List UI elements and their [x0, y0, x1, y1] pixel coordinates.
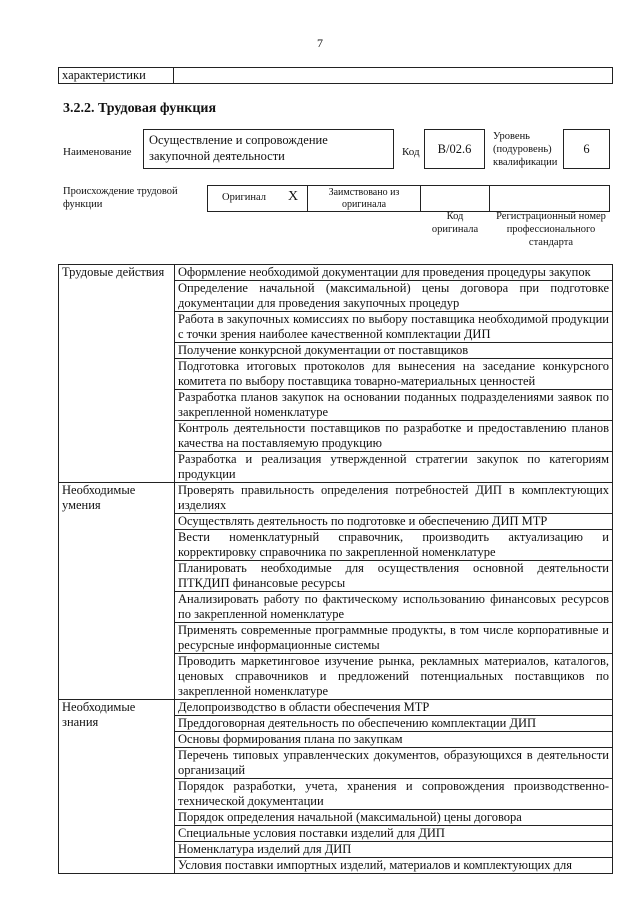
section-item: Порядок разработки, учета, хранения и сопровождения производственно-технической документации	[175, 779, 613, 810]
code-caption: Код оригинала	[431, 211, 479, 235]
section-item: Специальные условия поставки изделий для ДИП	[175, 826, 613, 842]
page-number: 7	[317, 36, 323, 50]
section-item: Применять современные программные продукты, в том числе корпоративные и ресурсные информационные системы	[175, 623, 613, 654]
characteristics-row	[58, 67, 613, 84]
section-item: Подготовка итоговых протоколов для вынесения на заседание конкурсного комитета по выбору поставщика товарно-материальных ценностей	[175, 359, 613, 390]
section-item: Порядок определения начальной (максимальной) цены договора	[175, 810, 613, 826]
level-label: Уровень (подуровень) квалификации	[493, 131, 558, 168]
level-value: 6	[563, 129, 610, 169]
section-item: Планировать необходимые для осуществления основной деятельности ПТКДИП финансовые ресурсы	[175, 561, 613, 592]
function-table	[58, 264, 613, 874]
reg-caption: Регистрационный номер профессионального стандарта	[496, 211, 606, 248]
borrowed-box: Заимствовано из оригинала	[307, 185, 421, 212]
characteristics-label: характеристики	[59, 68, 174, 84]
section-item: Преддоговорная деятельность по обеспечению комплектации ДИП	[175, 716, 613, 732]
table-row	[59, 483, 613, 514]
section-item: Определение начальной (максимальной) цены договора при подготовке документации для проведения закупочных процедур	[175, 281, 613, 312]
section-item: Делопроизводство в области обеспечения МТР	[175, 700, 613, 716]
section-item: Разработка и реализация утвержденной стратегии закупок по категориям продукции	[175, 452, 613, 483]
origin-code-box	[420, 185, 490, 212]
original-mark: X	[288, 189, 299, 204]
name-label: Наименование	[63, 146, 132, 158]
section-item: Номенклатура изделий для ДИП	[175, 842, 613, 858]
section-item: Условия поставки импортных изделий, материалов и комплектующих для	[175, 858, 613, 874]
section-item: Контроль деятельности поставщиков по разработке и предоставлению планов качества на поставляемую продукцию	[175, 421, 613, 452]
original-box	[207, 185, 308, 212]
section-item: Работа в закупочных комиссиях по выбору поставщика необходимой продукции с точки зрения наиболее качественной комплектации ДИП	[175, 312, 613, 343]
section-category: Необходимые умения	[59, 483, 175, 700]
characteristics-value	[174, 68, 613, 84]
section-item: Осуществлять деятельность по подготовке и обеспечению ДИП МТР	[175, 514, 613, 530]
section-item: Оформление необходимой документации для проведения процедуры закупок	[175, 265, 613, 281]
code-value: В/02.6	[424, 129, 485, 169]
section-item: Анализировать работу по фактическому использованию финансовых ресурсов по закрепленной номенклатуре	[175, 592, 613, 623]
section-category: Трудовые действия	[59, 265, 175, 483]
section-item: Перечень типовых управленческих документов, образующихся в деятельности организаций	[175, 748, 613, 779]
section-title: 3.2.2. Трудовая функция	[63, 101, 217, 116]
origin-label: Происхождение трудовой функции	[63, 186, 178, 210]
section-item: Основы формирования плана по закупкам	[175, 732, 613, 748]
section-item: Вести номенклатурный справочник, производить актуализацию и корректировку справочника по закрепленной номенклатуре	[175, 530, 613, 561]
table-row	[59, 700, 613, 716]
section-category: Необходимые знания	[59, 700, 175, 874]
section-item: Разработка планов закупок на основании поданных подразделениями заявок по закрепленной номенклатуре	[175, 390, 613, 421]
section-item: Получение конкурсной документации от поставщиков	[175, 343, 613, 359]
section-item: Проверять правильность определения потребностей ДИП в комплектующих изделиях	[175, 483, 613, 514]
original-label: Оригинал	[222, 192, 266, 203]
name-value: Осуществление и сопровождение закупочной деятельности	[143, 129, 394, 169]
table-row	[59, 265, 613, 281]
reg-number-box	[489, 185, 610, 212]
section-item: Проводить маркетинговое изучение рынка, рекламных материалов, каталогов, ценовых справочников и предложений потенциальных поставщиков по закрепленной номенклатуре	[175, 654, 613, 700]
code-label: Код	[402, 146, 420, 158]
